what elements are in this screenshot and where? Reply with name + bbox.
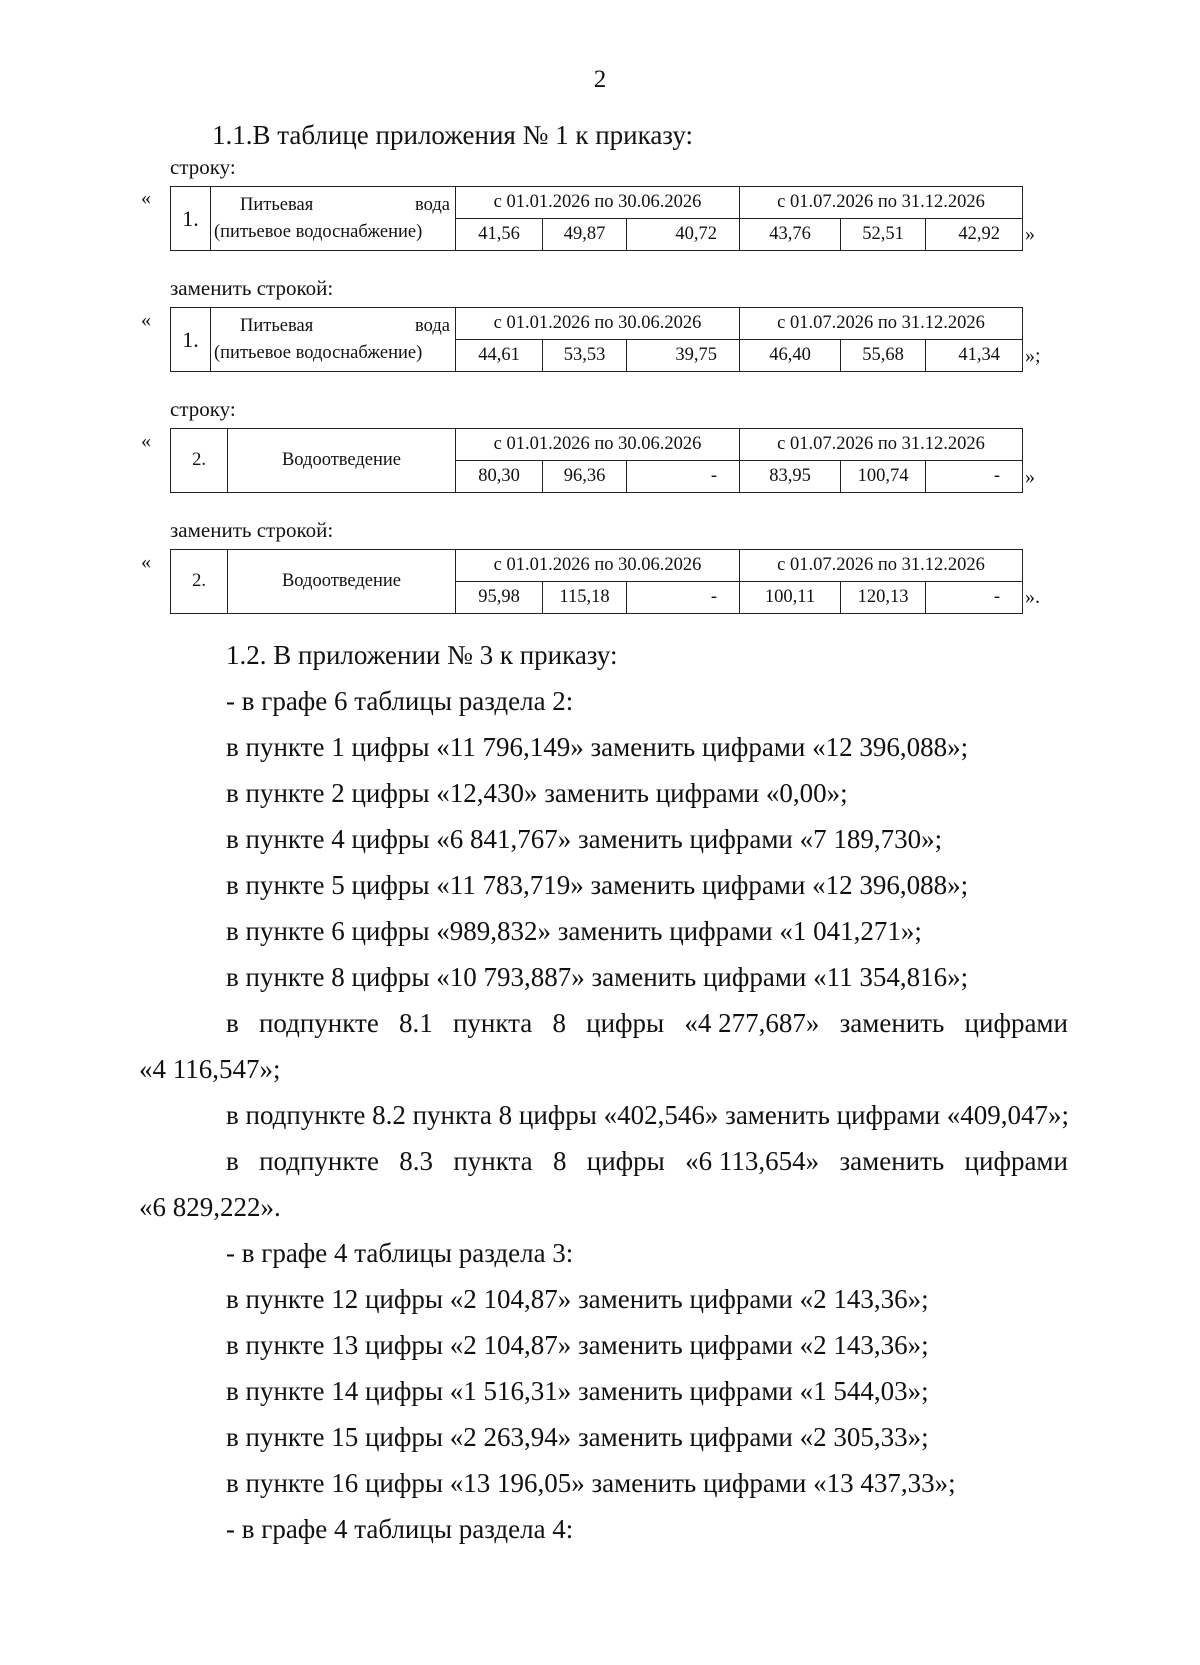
word: 8 [552, 1146, 567, 1176]
word: подпункте [258, 1008, 379, 1038]
word: «6 113,654» [685, 1146, 820, 1176]
value-cell: 46,40 [740, 340, 841, 372]
period-2-header: с 01.07.2026 по 31.12.2026 [740, 187, 1023, 219]
period-2-header: с 01.07.2026 по 31.12.2026 [740, 308, 1023, 340]
quote-close-1: » [1025, 223, 1035, 245]
label-zamenit-2: заменить строкой: [170, 518, 334, 542]
column-4-heading-section-4: - в графе 4 таблицы раздела 4: [226, 1514, 574, 1544]
table-row-2-replacement [170, 549, 1023, 614]
word: в [226, 1008, 239, 1038]
quote-open-3: « [141, 430, 151, 452]
name-word-2: вода [415, 315, 450, 336]
period-2-header: с 01.07.2026 по 31.12.2026 [740, 550, 1023, 582]
value-cell: 96,36 [543, 461, 627, 493]
row-number: 1. [171, 187, 211, 251]
paragraph-1-2: 1.2. В приложении № 3 к приказу: [226, 640, 618, 670]
value-cell: - [627, 582, 740, 614]
change-line-continuation: «4 116,547»; [139, 1054, 281, 1084]
word: цифры [586, 1146, 665, 1176]
change-line: в пункте 5 цифры «11 783,719» заменить цифрами «12 396,088»; [226, 870, 969, 900]
column-4-heading-section-3: - в графе 4 таблицы раздела 3: [226, 1238, 574, 1268]
section-1-1-heading: 1.1.В таблице приложения № 1 к приказу: [212, 120, 694, 150]
column-6-heading: - в графе 6 таблицы раздела 2: [226, 686, 574, 716]
change-line: в пункте 1 цифры «11 796,149» заменить цифрами «12 396,088»; [226, 732, 969, 762]
service-name [211, 308, 456, 372]
table-row-1-replacement [170, 307, 1023, 372]
label-zamenit-1: заменить строкой: [170, 276, 334, 300]
value-cell: 39,75 [627, 340, 740, 372]
word: заменить [839, 1146, 945, 1176]
word: заменить [839, 1008, 945, 1038]
name-word-1: Питьевая [240, 194, 314, 215]
service-name: Водоотведение [228, 429, 456, 493]
row-number: 1. [171, 308, 211, 372]
table-row-2-original [170, 428, 1023, 493]
value-cell: - [926, 582, 1023, 614]
change-line: в подпункте 8.2 пункта 8 цифры «402,546» заменить цифрами «409,047»; [226, 1100, 1070, 1130]
table-row-1-original [170, 186, 1023, 251]
service-name [211, 187, 456, 251]
word: подпункте [259, 1146, 379, 1176]
value-cell: 80,30 [456, 461, 543, 493]
word: пункта [453, 1146, 533, 1176]
value-cell: 100,74 [841, 461, 926, 493]
word: в [226, 1146, 239, 1176]
quote-open-1: « [141, 187, 151, 209]
value-cell: 52,51 [841, 219, 926, 251]
word: 8.1 [399, 1008, 433, 1038]
value-cell: 100,11 [740, 582, 841, 614]
name-line-2: (питьевое водоснабжение) [214, 342, 423, 363]
word: цифрами [964, 1146, 1068, 1176]
word: 8.3 [399, 1146, 434, 1176]
change-line: в пункте 16 цифры «13 196,05» заменить цифрами «13 437,33»; [226, 1468, 956, 1498]
quote-close-3: » [1025, 466, 1035, 488]
quote-open-4: « [141, 551, 151, 573]
row-number: 2. [171, 550, 228, 614]
change-line: в пункте 8 цифры «10 793,887» заменить цифрами «11 354,816»; [226, 962, 969, 992]
value-cell: 55,68 [841, 340, 926, 372]
word: цифры [586, 1008, 665, 1038]
value-cell: 42,92 [926, 219, 1023, 251]
row-number: 2. [171, 429, 228, 493]
word: пункта [452, 1008, 533, 1038]
period-1-header: с 01.01.2026 по 30.06.2026 [456, 429, 740, 461]
service-name: Водоотведение [228, 550, 456, 614]
quote-close-4: ». [1025, 586, 1040, 608]
value-cell: 95,98 [456, 582, 543, 614]
change-line: в пункте 12 цифры «2 104,87» заменить цифрами «2 143,36»; [226, 1284, 929, 1314]
value-cell: 49,87 [543, 219, 627, 251]
period-1-header: с 01.01.2026 по 30.06.2026 [456, 550, 740, 582]
name-word-1: Питьевая [240, 315, 314, 336]
value-cell: - [627, 461, 740, 493]
value-cell: 41,56 [456, 219, 543, 251]
change-line: в пункте 14 цифры «1 516,31» заменить цифрами «1 544,03»; [226, 1376, 929, 1406]
value-cell: 44,61 [456, 340, 543, 372]
label-stroku-2: строку: [170, 397, 236, 421]
change-line: в пункте 15 цифры «2 263,94» заменить цифрами «2 305,33»; [226, 1422, 929, 1452]
value-cell: 83,95 [740, 461, 841, 493]
value-cell: 115,18 [543, 582, 627, 614]
change-line-continuation: «6 829,222». [139, 1192, 281, 1222]
word: 8 [552, 1008, 566, 1038]
name-word-2: вода [415, 194, 450, 215]
name-line-2: (питьевое водоснабжение) [214, 221, 423, 242]
change-line-justified [226, 1146, 1068, 1177]
value-cell: 120,13 [841, 582, 926, 614]
word: цифрами [964, 1008, 1068, 1038]
word: «4 277,687» [684, 1008, 820, 1038]
value-cell: 53,53 [543, 340, 627, 372]
quote-open-2: « [141, 309, 151, 331]
change-line-justified [226, 1008, 1068, 1039]
period-2-header: с 01.07.2026 по 31.12.2026 [740, 429, 1023, 461]
change-line: в пункте 13 цифры «2 104,87» заменить цифрами «2 143,36»; [226, 1330, 929, 1360]
page-number: 2 [593, 66, 607, 93]
value-cell: 40,72 [627, 219, 740, 251]
change-line: в пункте 6 цифры «989,832» заменить цифрами «1 041,271»; [226, 916, 922, 946]
period-1-header: с 01.01.2026 по 30.06.2026 [456, 308, 740, 340]
change-line: в пункте 4 цифры «6 841,767» заменить цифрами «7 189,730»; [226, 824, 943, 854]
value-cell: 41,34 [926, 340, 1023, 372]
period-1-header: с 01.01.2026 по 30.06.2026 [456, 187, 740, 219]
change-line: в пункте 2 цифры «12,430» заменить цифрами «0,00»; [226, 778, 848, 808]
label-stroku-1: строку: [170, 155, 236, 179]
value-cell: 43,76 [740, 219, 841, 251]
quote-close-2: »; [1025, 345, 1041, 367]
value-cell: - [926, 461, 1023, 493]
